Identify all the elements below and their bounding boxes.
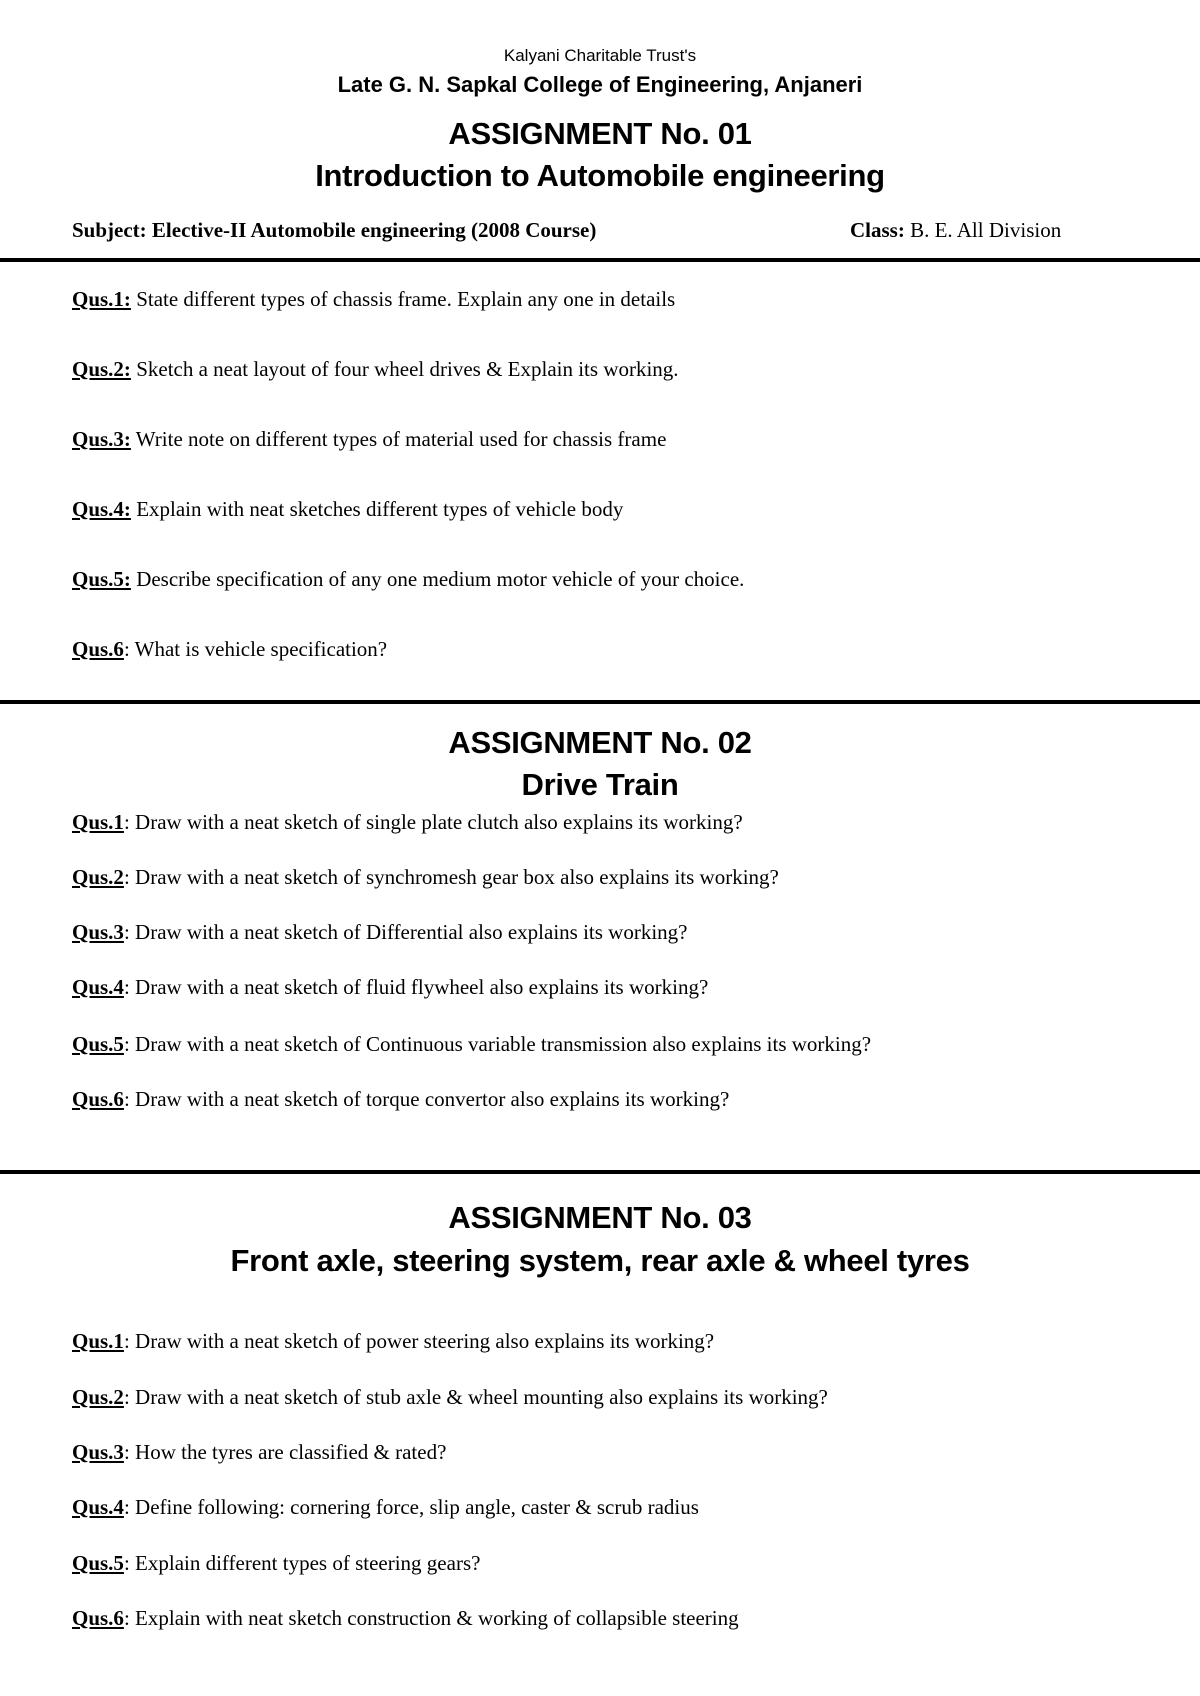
question-text: State different types of chassis frame. Explain any one in details (130, 287, 676, 311)
divider-3 (0, 1170, 1200, 1174)
question-text: Define following: cornering force, slip angle, caster & scrub radius (129, 1495, 699, 1519)
assignment-2-subtitle: Drive Train (521, 767, 679, 802)
question-item (72, 287, 675, 312)
question-text: Explain different types of steering gears? (129, 1551, 481, 1575)
question-text: Write note on different types of material used for chassis frame (130, 427, 667, 451)
question-item (72, 1032, 871, 1057)
question-separator: : (123, 1495, 130, 1519)
question-item (72, 1495, 699, 1520)
question-separator: : (123, 810, 130, 834)
question-text: Draw with a neat sketch of single plate clutch also explains its working? (129, 810, 743, 834)
question-item (72, 810, 743, 835)
assignment-3-title: ASSIGNMENT No. 03 (448, 1200, 752, 1235)
question-separator: : (123, 920, 130, 944)
assignment-1-subtitle: Introduction to Automobile engineering (315, 158, 885, 193)
question-text: Draw with a neat sketch of Differential also explains its working? (129, 920, 688, 944)
question-item (72, 357, 679, 382)
question-number: Qus.3 (72, 920, 124, 944)
question-number: Qus.3: (72, 427, 131, 451)
question-text: How the tyres are classified & rated? (129, 1440, 447, 1464)
question-text: Sketch a neat layout of four wheel drives & Explain its working. (130, 357, 679, 381)
question-number: Qus.2: (72, 357, 131, 381)
question-number: Qus.5: (72, 567, 131, 591)
question-number: Qus.1 (72, 1329, 124, 1353)
question-separator: : (123, 975, 130, 999)
question-number: Qus.4: (72, 497, 131, 521)
class-line (850, 218, 1061, 243)
question-number: Qus.3 (72, 1440, 124, 1464)
question-separator: : (123, 1385, 130, 1409)
question-separator: : (123, 1606, 130, 1630)
question-item (72, 567, 744, 592)
question-separator: : (123, 1329, 130, 1353)
subject-line (72, 218, 596, 243)
question-item (72, 637, 387, 662)
question-text: Explain with neat sketch construction & working of collapsible steering (129, 1606, 739, 1630)
question-number: Qus.4 (72, 1495, 124, 1519)
question-item (72, 1087, 729, 1112)
question-item (72, 1385, 828, 1410)
class-label: Class: (850, 218, 905, 242)
college-name: Late G. N. Sapkal College of Engineering, Anjaneri (337, 72, 863, 97)
question-item (72, 920, 687, 945)
question-number: Qus.5 (72, 1551, 124, 1575)
question-item (72, 865, 779, 890)
question-text: Describe specification of any one medium motor vehicle of your choice. (130, 567, 745, 591)
question-separator: : (123, 1440, 130, 1464)
question-item (72, 1329, 714, 1354)
trust-name: Kalyani Charitable Trust's (503, 46, 697, 65)
divider-1 (0, 258, 1200, 262)
question-number: Qus.5 (72, 1032, 124, 1056)
question-item (72, 1606, 739, 1631)
question-separator: : (123, 865, 130, 889)
question-item (72, 1551, 480, 1576)
question-number: Qus.4 (72, 975, 124, 999)
question-number: Qus.2 (72, 865, 124, 889)
class-value: B. E. All Division (910, 218, 1062, 242)
question-number: Qus.1 (72, 810, 124, 834)
question-separator: : (123, 1087, 130, 1111)
question-number: Qus.6 (72, 637, 124, 661)
assignment-3-subtitle: Front axle, steering system, rear axle & wheel tyres (230, 1243, 970, 1278)
question-separator: : (123, 1032, 130, 1056)
question-separator: : (123, 637, 130, 661)
question-number: Qus.6 (72, 1606, 124, 1630)
question-number: Qus.1: (72, 287, 131, 311)
question-text: Draw with a neat sketch of Continuous variable transmission also explains its working? (129, 1032, 872, 1056)
question-text: What is vehicle specification? (129, 637, 388, 661)
question-separator: : (123, 1551, 130, 1575)
question-number: Qus.6 (72, 1087, 124, 1111)
question-text: Draw with a neat sketch of torque convertor also explains its working? (129, 1087, 730, 1111)
subject-value: Elective-II Automobile engineering (2008 Course) (151, 218, 597, 242)
question-text: Draw with a neat sketch of power steering also explains its working? (129, 1329, 715, 1353)
divider-2 (0, 700, 1200, 704)
assignment-2-title: ASSIGNMENT No. 02 (448, 725, 752, 760)
question-item (72, 1440, 446, 1465)
question-text: Explain with neat sketches different types of vehicle body (130, 497, 624, 521)
subject-label: Subject: (72, 218, 147, 242)
question-text: Draw with a neat sketch of fluid flywheel also explains its working? (129, 975, 709, 999)
question-text: Draw with a neat sketch of stub axle & wheel mounting also explains its working? (129, 1385, 828, 1409)
question-item (72, 975, 708, 1000)
question-number: Qus.2 (72, 1385, 124, 1409)
assignment-1-title: ASSIGNMENT No. 01 (448, 116, 752, 151)
question-item (72, 497, 623, 522)
question-item (72, 427, 666, 452)
question-text: Draw with a neat sketch of synchromesh gear box also explains its working? (129, 865, 779, 889)
